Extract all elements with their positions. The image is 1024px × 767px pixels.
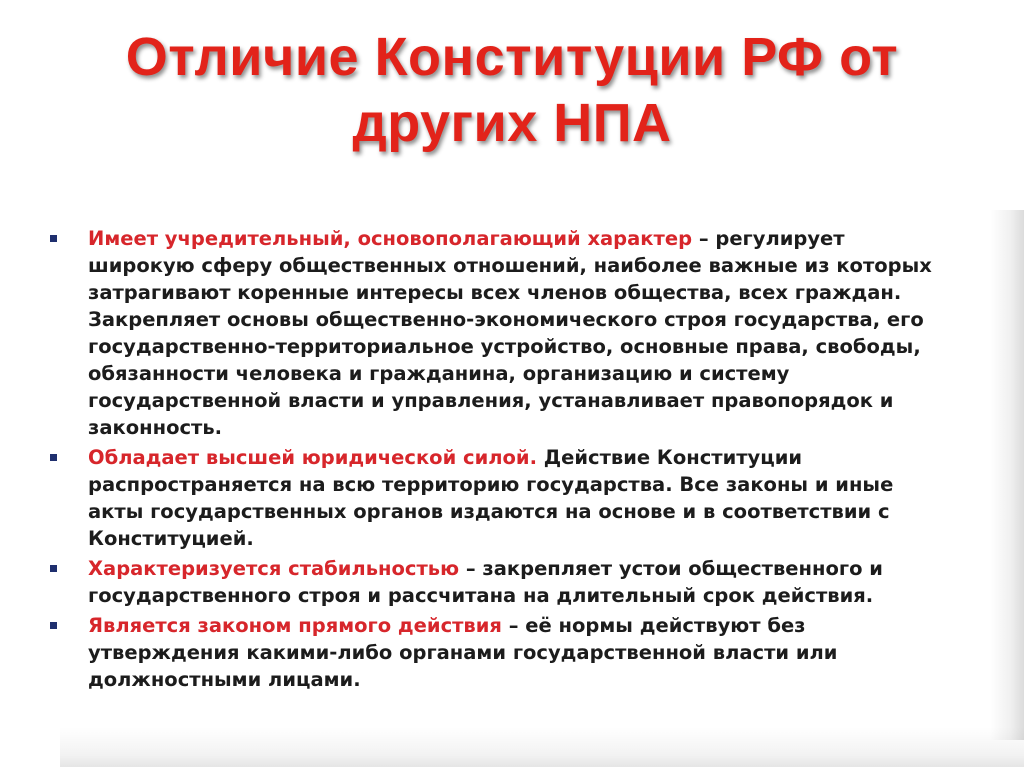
- page-shadow-right: [990, 210, 1024, 740]
- list-item: [50, 555, 950, 609]
- list-item: [50, 444, 950, 552]
- square-bullet-icon: [50, 565, 57, 572]
- item-text: – закрепляет устои общественного и государственного строя и рассчитана на длительный срок действия.: [88, 557, 883, 607]
- item-lead: Имеет учредительный, основополагающий характер: [88, 227, 693, 250]
- list-item: [50, 612, 950, 693]
- page-shadow-bottom: [60, 727, 1024, 767]
- item-text: – регулирует широкую сферу общественных отношений, наиболее важные из которых затрагивают коренные интересы всех членов общества, всех граждан. Закрепляет основы общественно-экономического строя государства, его государственно-территориальное устройство, основные права, свободы, обязанности человека и гражданина, организацию и систему государственной власти и управления, устанавливает правопорядок и законность.: [88, 227, 932, 439]
- list-item: [50, 225, 950, 441]
- bullet-list: [50, 225, 950, 696]
- item-lead: Характеризуется стабильностью: [88, 557, 460, 580]
- item-lead: Обладает высшей юридической силой.: [88, 446, 537, 469]
- item-text: – её нормы действуют без утверждения какими-либо органами государственной власти или должностными лицами.: [88, 614, 838, 691]
- square-bullet-icon: [50, 622, 57, 629]
- item-text: Действие Конституции распространяется на всю территорию государства. Все законы и иные акты государственных органов издаются на основе и в соответствии с Конституцией.: [88, 446, 894, 550]
- slide-title: Отличие Конституции РФ от других НПА: [125, 27, 899, 153]
- square-bullet-icon: [50, 454, 57, 461]
- square-bullet-icon: [50, 235, 57, 242]
- item-lead: Является законом прямого действия: [88, 614, 502, 637]
